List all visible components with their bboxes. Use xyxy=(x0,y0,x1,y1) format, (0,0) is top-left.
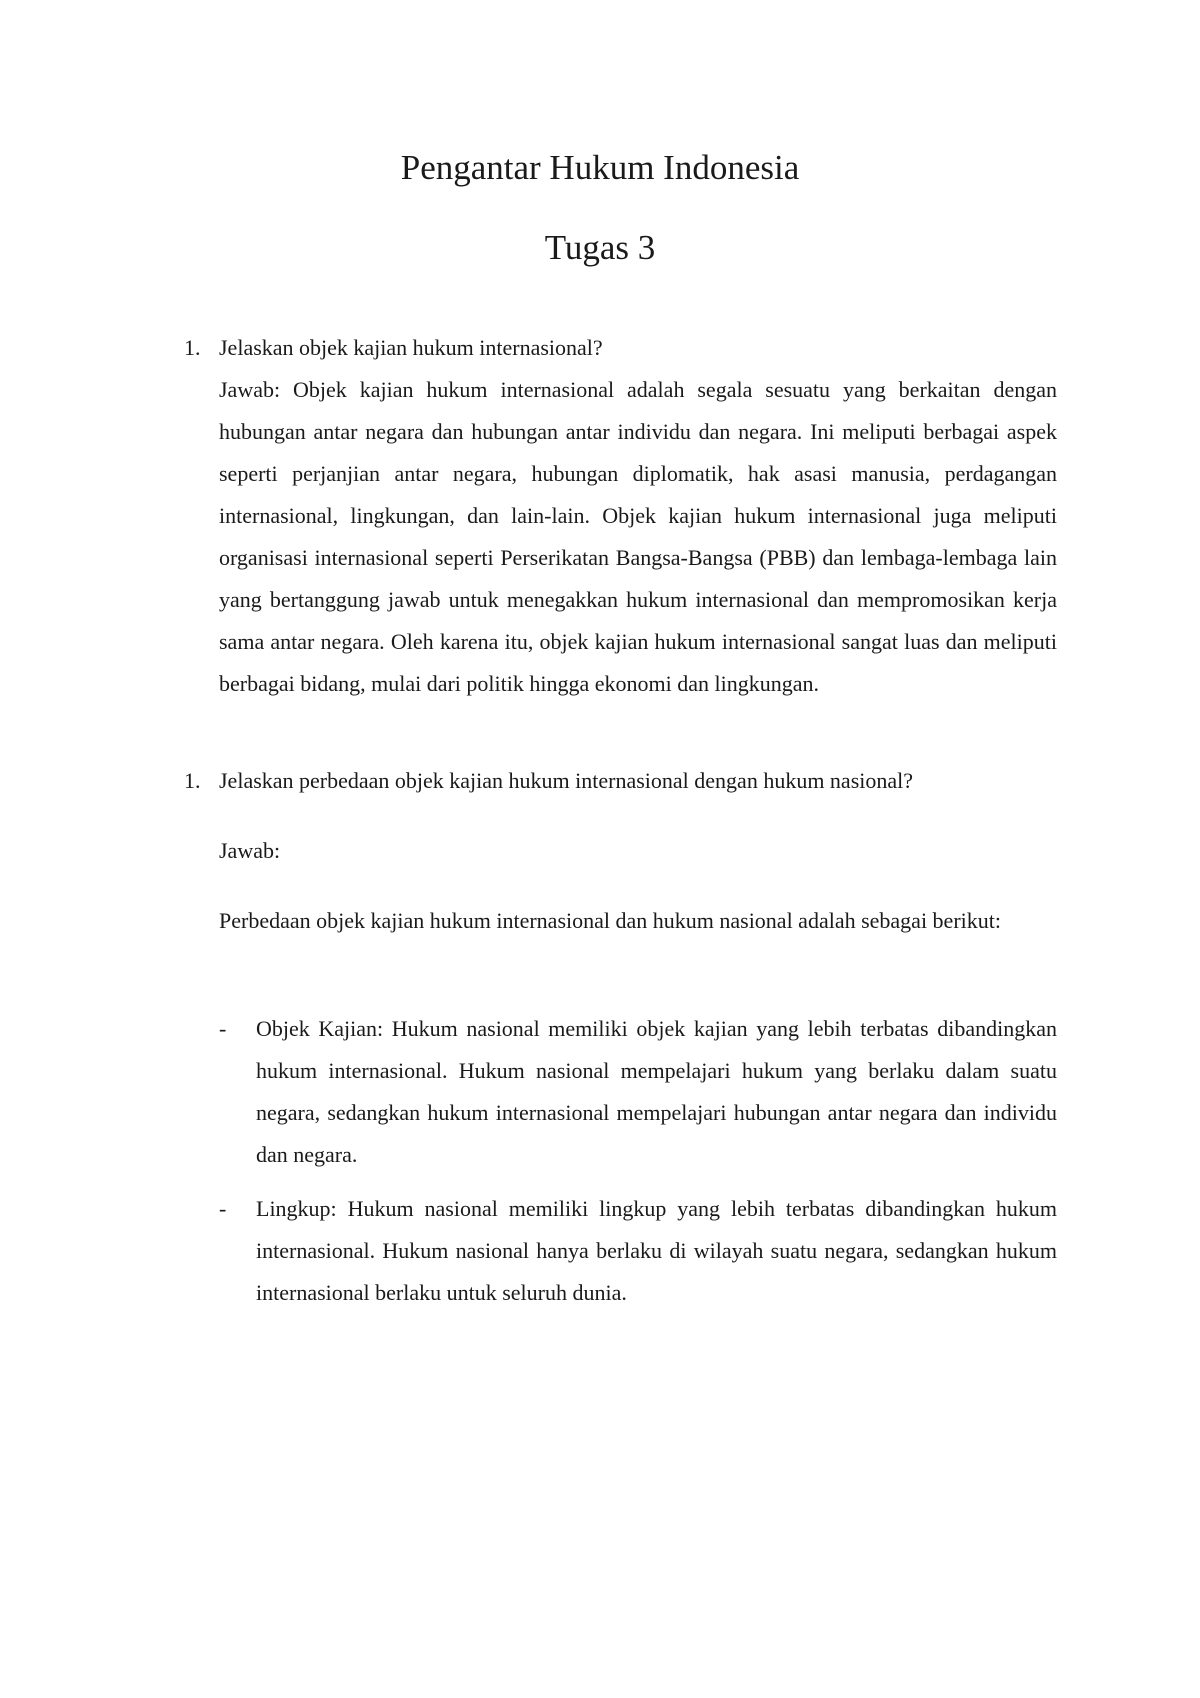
bullet-1-text: Objek Kajian: Hukum nasional memiliki objek kajian yang lebih terbatas dibandingkan hukum internasional. Hukum nasional mempelajari hukum yang berlaku dalam suatu negara, sedangkan hukum internasional mempelajari hubungan antar negara dan individu dan negara. xyxy=(256,1016,1057,1167)
question-1-number: 1. xyxy=(184,335,201,360)
document-subtitle: Tugas 3 xyxy=(544,228,656,267)
question-1-answer: Jawab: Objek kajian hukum internasional adalah segala sesuatu yang berkaitan dengan hubungan antar negara dan hubungan antar individu dan negara. Ini meliputi berbagai aspek seperti perjanjian antar negara, hubungan diplomatik, hak asasi manusia, perdagangan internasional, lingkungan, dan lain-lain. Objek kajian hukum internasional juga meliputi organisasi internasional seperti Perserikatan Bangsa-Bangsa (PBB) dan lembaga-lembaga lain yang bertanggung jawab untuk menegakkan hukum internasional dan mempromosikan kerja sama antar negara. Oleh karena itu, objek kajian hukum internasional sangat luas dan meliputi berbagai bidang, mulai dari politik hingga ekonomi dan lingkungan. xyxy=(219,377,1057,696)
bullet-1-dash: - xyxy=(219,1016,227,1041)
question-2-intro: Perbedaan objek kajian hukum internasional dan hukum nasional adalah sebagai berikut: xyxy=(219,908,1001,933)
question-1-text: Jelaskan objek kajian hukum internasional? xyxy=(219,335,603,360)
question-2-text: Jelaskan perbedaan objek kajian hukum internasional dengan hukum nasional? xyxy=(219,768,914,793)
bullet-2-dash: - xyxy=(219,1196,227,1221)
document-title: Pengantar Hukum Indonesia xyxy=(400,148,800,187)
question-2-answer-label: Jawab: xyxy=(219,838,281,863)
question-2-number: 1. xyxy=(184,768,201,793)
bullet-2-text: Lingkup: Hukum nasional memiliki lingkup yang lebih terbatas dibandingkan hukum internasional. Hukum nasional hanya berlaku di wilayah suatu negara, sedangkan hukum internasional berlaku untuk seluruh dunia. xyxy=(256,1196,1057,1305)
